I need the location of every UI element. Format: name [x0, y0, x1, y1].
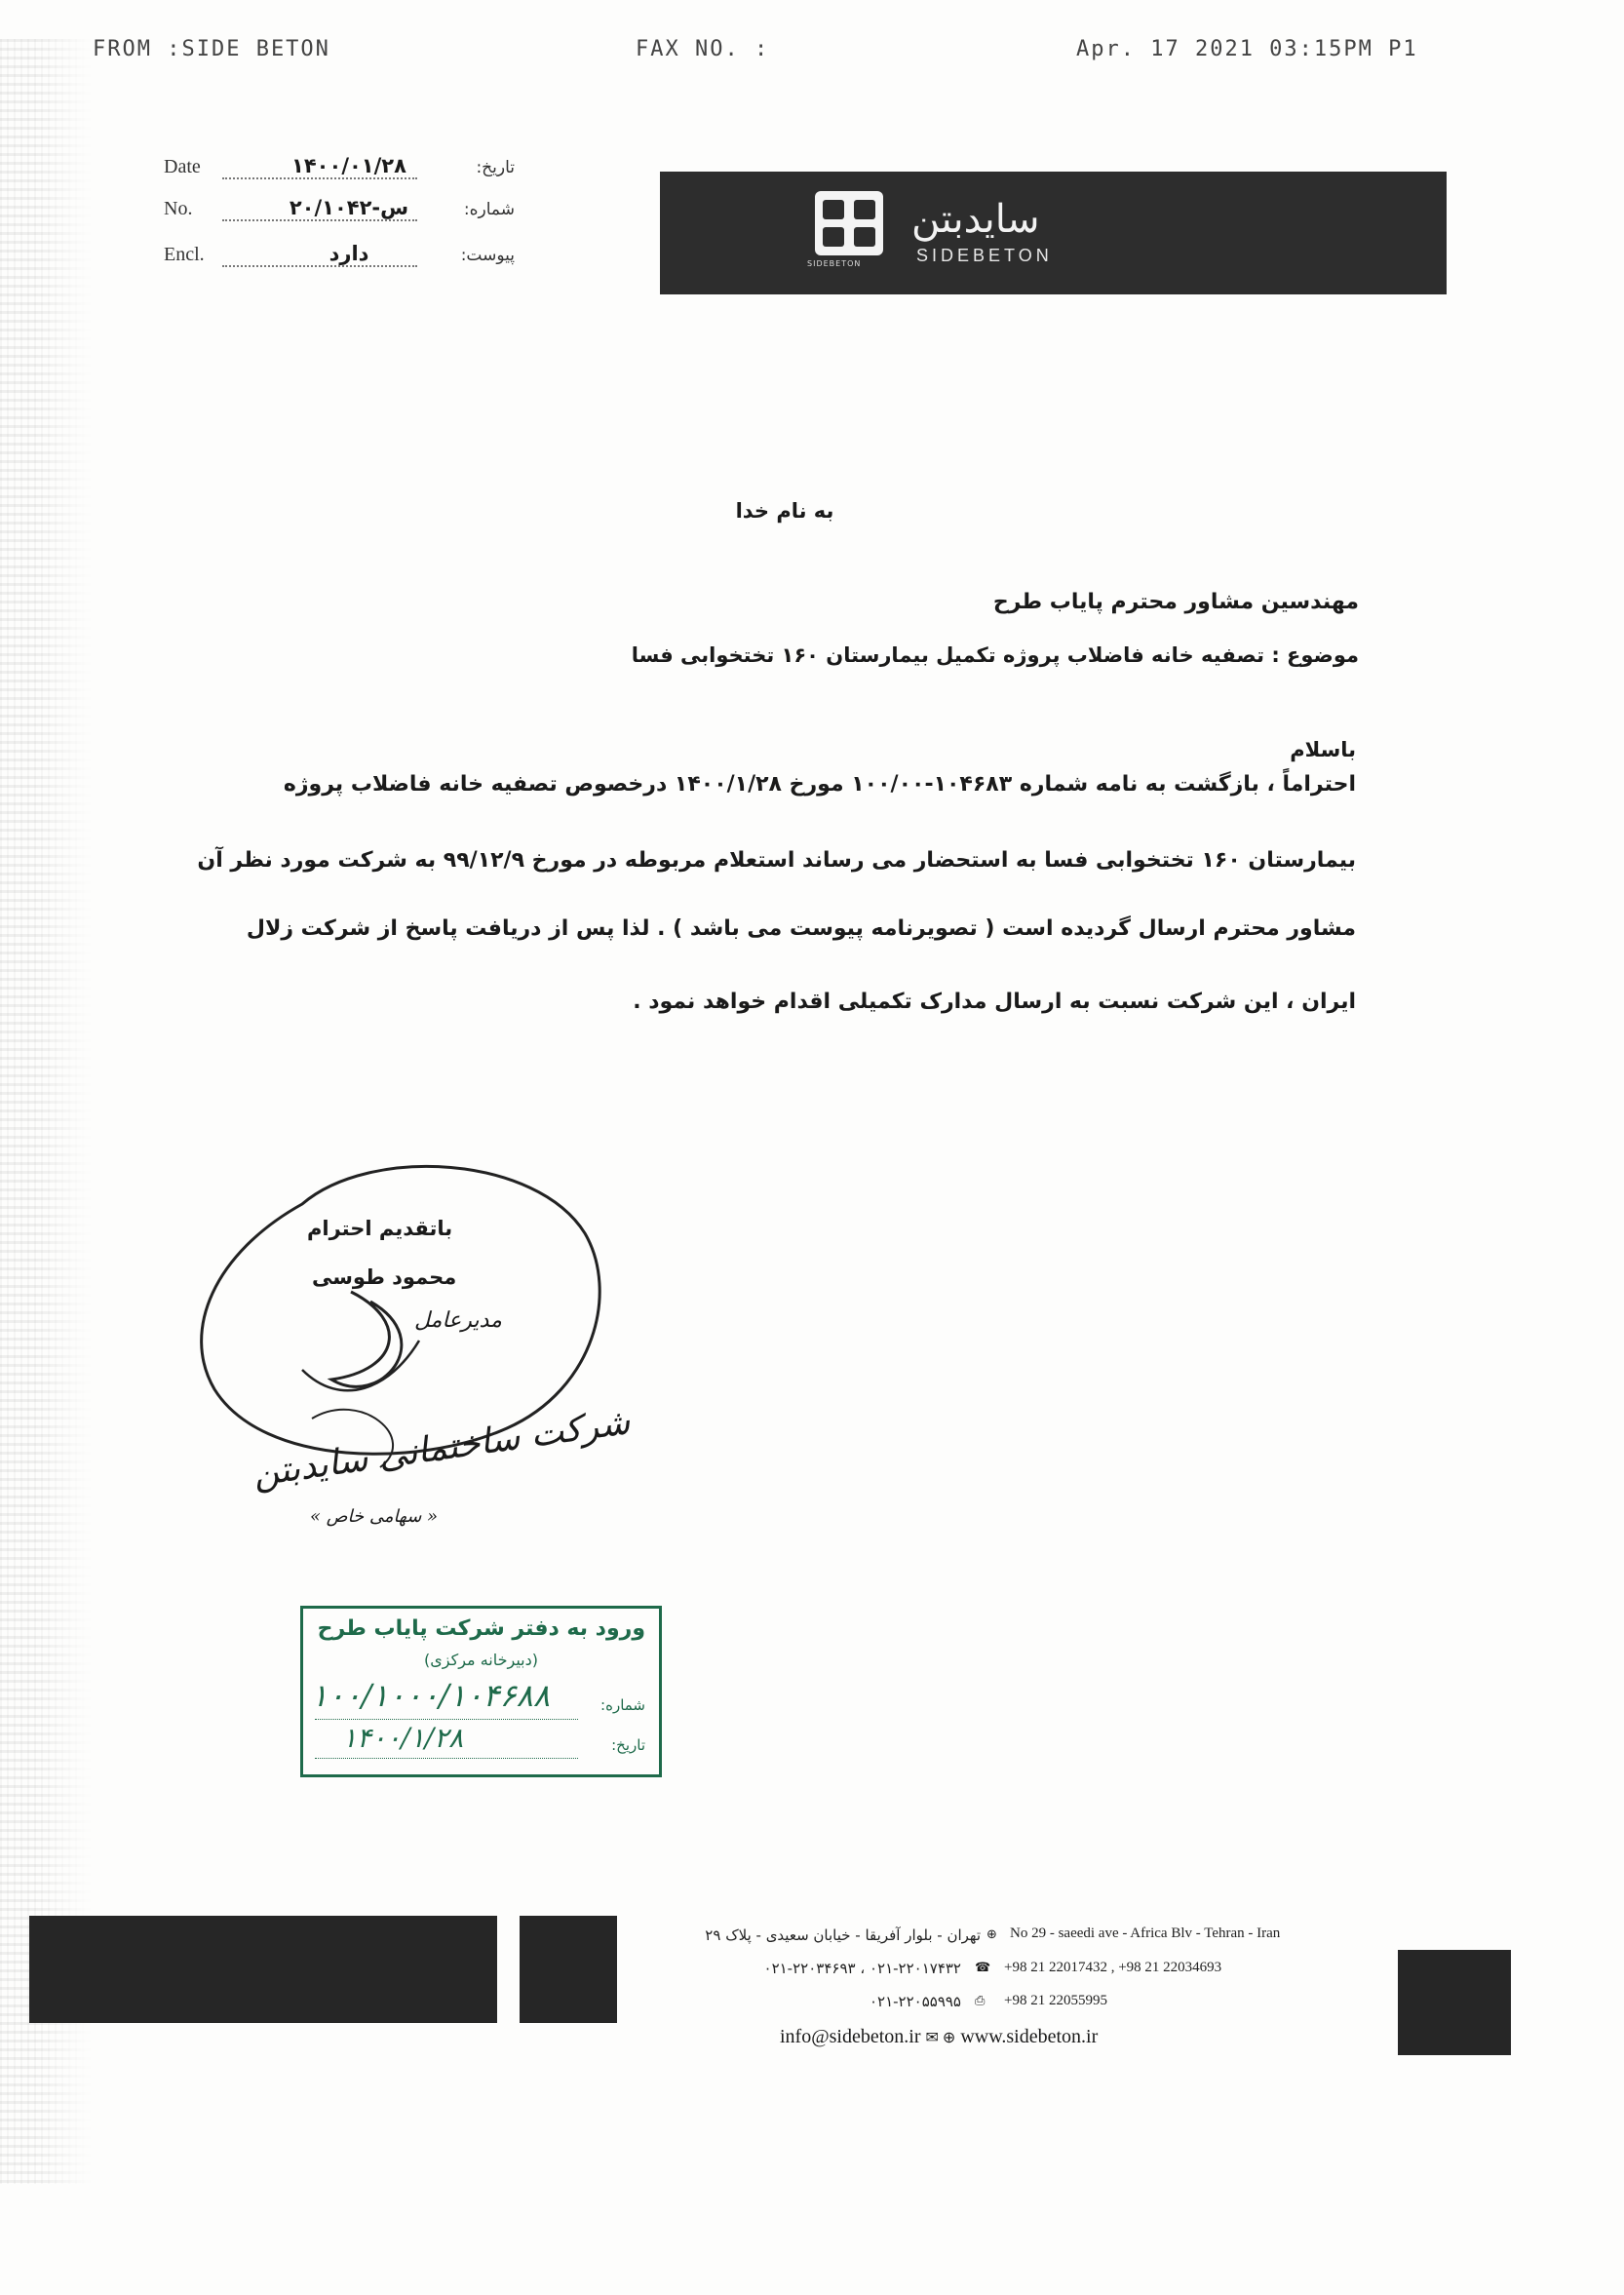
enclosure-label-fa: پیوست:: [460, 246, 515, 265]
letterhead-logo-band: [660, 172, 1447, 294]
footer-address-en: No 29 - saeedi ave - Africa Blv - Tehran - Iran: [1010, 1925, 1281, 1941]
fax-datetime: Apr. 17 2021 03:15PM P1: [1076, 37, 1418, 61]
stamp-date-label: تاریخ:: [611, 1736, 645, 1754]
footer-fax-fa: ۰۲۱-۲۲۰۵۵۹۹۵: [869, 1993, 961, 2010]
logo-name-en: SIDEBETON: [916, 246, 1053, 265]
phone-icon: ☎: [975, 1961, 991, 1975]
stamp-subtitle: (دبیرخانه مرکزی): [424, 1651, 538, 1669]
stamp-title: ورود به دفتر شرکت پایاب طرح: [317, 1616, 645, 1641]
footer-fax-en: +98 21 22055995: [1004, 1993, 1107, 2008]
dotted-line: [222, 177, 417, 179]
signature-scribble-icon: [185, 1146, 643, 1555]
signatory-name: محمود طوسی: [312, 1265, 457, 1289]
sidebeton-logo-icon: [815, 191, 883, 255]
globe-icon: ⊕: [942, 2030, 956, 2046]
stamp-dotted-line: [315, 1719, 578, 1720]
footer-dark-bar: [29, 1916, 497, 2023]
footer-dark-square-right: [1398, 1950, 1511, 2055]
footer-contact-line: [780, 2026, 1098, 2048]
meta-date-row: [164, 156, 515, 189]
number-label-en: No.: [164, 198, 193, 219]
fax-from: FROM :SIDE BETON: [93, 37, 330, 61]
footer-dark-square: [520, 1916, 617, 2023]
signature-closing: باتقدیم احترام: [307, 1217, 453, 1240]
logo-small-text: SIDEBETON: [807, 259, 862, 268]
stamp-dotted-line: [315, 1758, 578, 1759]
enclosure-value: دارد: [329, 242, 369, 265]
location-pin-icon: ⊕: [986, 1927, 997, 1942]
logo-name-fa: سایدبتن: [911, 197, 1040, 242]
fax-number: FAX NO. :: [636, 37, 770, 61]
footer-address-fa: تهران - بلوار آفریقا - خیابان سعیدی - پلاک ۲۹: [705, 1926, 981, 1944]
meta-number-row: [164, 198, 515, 231]
company-seal-note: « سهامی خاص »: [310, 1506, 439, 1527]
footer-website[interactable]: www.sidebeton.ir: [960, 2026, 1099, 2047]
received-stamp: [300, 1606, 662, 1777]
dotted-line: [222, 219, 417, 221]
paragraph-line: ایران ، این شرکت نسبت به ارسال مدارک تکمیلی اقدام خواهد نمود .: [633, 990, 1356, 1014]
email-icon: ✉: [925, 2030, 943, 2046]
bismillah: به نام خدا: [735, 499, 834, 523]
number-value: ۲۰/۱۰۴۲-س: [289, 196, 409, 219]
subject: موضوع : تصفیه خانه فاضلاب پروژه تکمیل بیمارستان ۱۶۰ تختخوابی فسا: [631, 643, 1359, 667]
footer-email[interactable]: info@sidebeton.ir: [780, 2026, 921, 2047]
footer-phone-fa: ۰۲۱-۲۲۰۱۷۴۳۲ ، ۰۲۱-۲۲۰۳۴۶۹۳: [763, 1960, 961, 1977]
paragraph-line: مشاور محترم ارسال گردیده است ( تصویرنامه پیوست می باشد ) . لذا پس از دریافت پاسخ از شرکت زلال: [246, 916, 1356, 941]
company-seal-handwriting: شرکت ساختمانی سایدبتن: [251, 1402, 633, 1495]
paragraph-line: بیمارستان ۱۶۰ تختخوابی فسا به استحضار می رساند استعلام مربوطه در مورخ ۹۹/۱۲/۹ به شرکت مورد نظر آن: [197, 848, 1356, 873]
date-value: ۱۴۰۰/۰۱/۲۸: [291, 154, 406, 177]
meta-enclosure-row: [164, 244, 515, 277]
stamp-number-label: شماره:: [600, 1696, 645, 1714]
scan-edge-noise: [0, 39, 93, 2184]
date-label-fa: تاریخ:: [476, 158, 515, 177]
addressee: مهندسین مشاور محترم پایاب طرح: [992, 590, 1359, 614]
signatory-title: مدیرعامل: [414, 1308, 502, 1333]
dotted-line: [222, 265, 417, 267]
greeting: باسلام: [1290, 738, 1356, 761]
number-label-fa: شماره:: [463, 200, 515, 219]
enclosure-label-en: Encl.: [164, 244, 205, 265]
fax-icon: ⎙: [975, 1994, 986, 2008]
stamp-number-value: ۱۰۰/۱۰۰۰/۱۰۴۶۸۸: [311, 1677, 550, 1714]
paragraph-line: احتراماً ، بازگشت به نامه شماره ۱۰۴۶۸۳-۱۰۰/۰۰ مورخ ۱۴۰۰/۱/۲۸ درخصوص تصفیه خانه فاضلاب پروژه: [283, 772, 1356, 797]
footer-phone-en: +98 21 22017432 , +98 21 22034693: [1004, 1960, 1222, 1975]
date-label-en: Date: [164, 156, 201, 177]
stamp-date-value: ۱۴۰۰/۱/۲۸: [342, 1722, 464, 1754]
